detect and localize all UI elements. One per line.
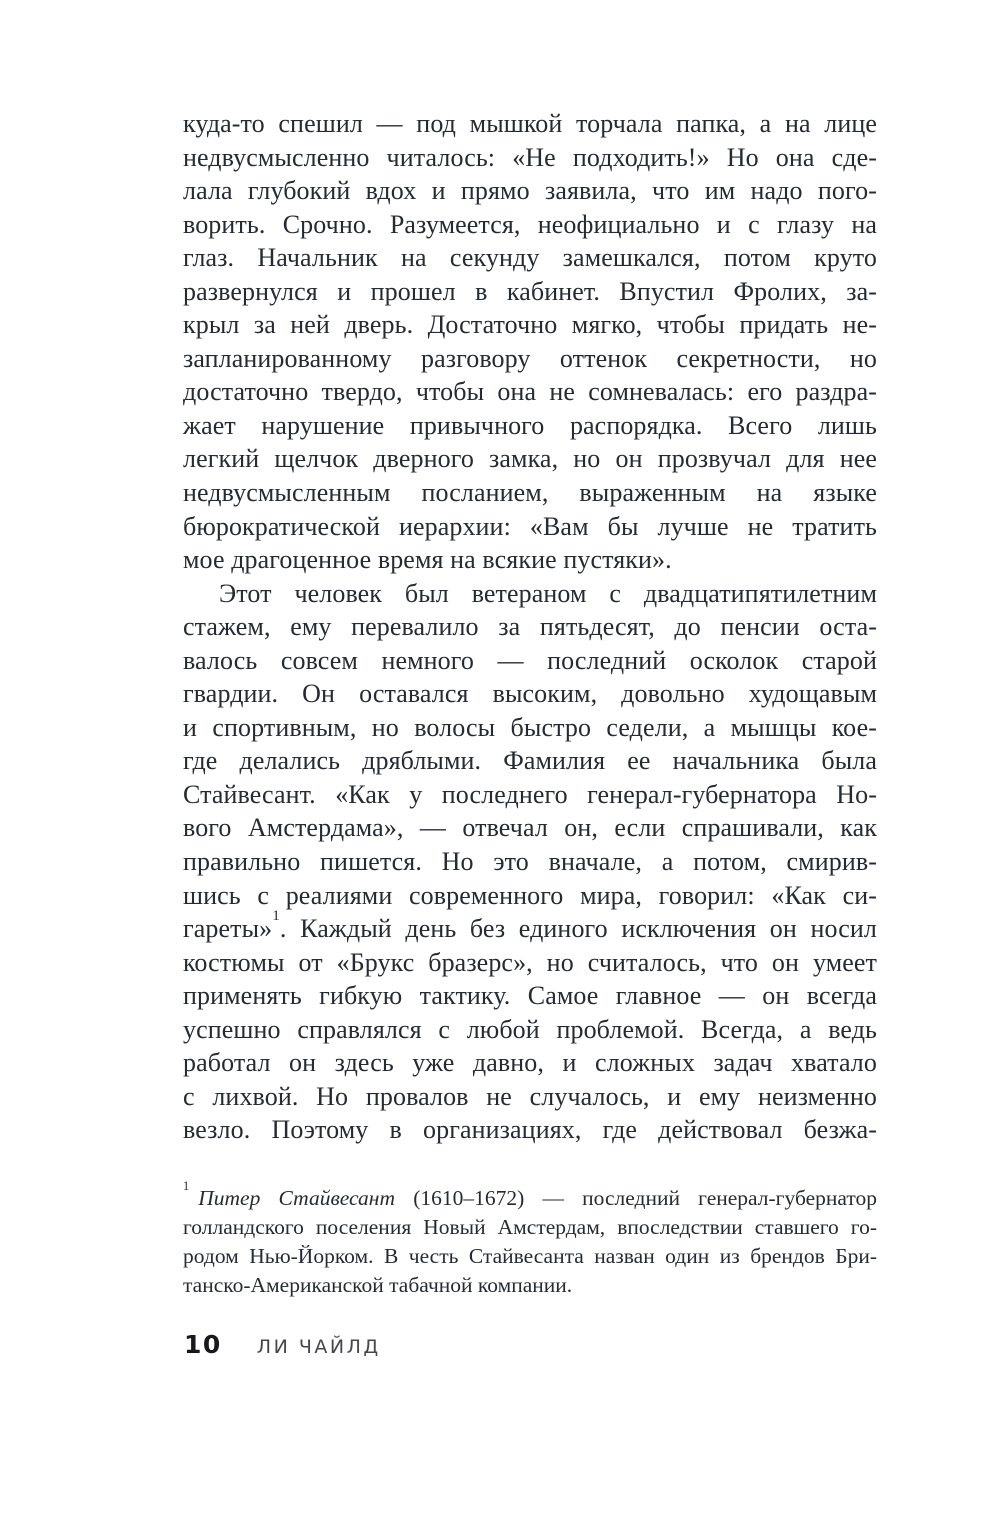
text-line: шись с реалиями современного мира, говорил: «Как си- [183,880,877,910]
text-line: вого Амстердама», — отвечал он, если спрашивали, как [183,813,877,843]
text-line: Этот человек был ветераном с двадцатипятилетним [219,578,877,608]
text-line: мое драгоценное время на всякие пустяки». [183,545,672,575]
paragraph [183,107,877,577]
text-line: достаточно твердо, чтобы она не сомневалась: его раздра- [183,377,877,407]
text-line: везло. Поэтому в организациях, где действовал безжа- [183,1115,877,1145]
text-line: ворить. Срочно. Разумеется, неофициально и с глазу на [183,209,877,239]
text-line: крыл за ней дверь. Достаточно мягко, чтобы придать не- [183,310,877,340]
text-line: родом Нью-Йорком. В честь Стайвесанта назван один из брендов Бри- [183,1243,877,1268]
text-line: жает нарушение привычного распорядка. Всего лишь [183,410,877,440]
body-text [183,107,877,1147]
text-line: стажем, ему перевалило за пятьдесят, до пенсии оста- [183,612,877,642]
paragraph [183,577,877,1147]
text-line: $^1$ Питер Стайвесант (1610–1672) — последний генерал-губернатор [183,1179,877,1210]
running-title: ЛИ ЧАЙЛД [256,1336,381,1358]
text-line: глаз. Начальник на секунду замешкался, потом круто [183,243,877,273]
text-line: недвусмысленным посланием, выраженным на языке [183,478,877,508]
text-line: костюмы от «Брукс бразерс», но считалось, что он умеет [183,947,877,977]
footnote-ref: 1 [272,907,280,924]
text-line: бюрократической иерархии: «Вам бы лучше не тратить [183,511,877,541]
italic-text: Питер Стайвесант [198,1185,395,1210]
text-line: недвусмысленно читалось: «Не подходить!» Но она сде- [183,142,877,172]
text-line: куда-то спешил — под мышкой торчала папка, а на лице [183,109,877,138]
text-line: лала глубокий вдох и прямо заявила, что им надо пого- [183,176,877,206]
text-line: Стайвесант. «Как у последнего генерал-губернатора Но- [183,779,877,809]
text-line: с лихвой. Но провалов не случалось, и ему неизменно [183,1081,877,1111]
text-line: правильно пишется. Но это вначале, а потом, смирив- [183,847,877,877]
page-number: 10 [184,1330,222,1359]
text-line: легкий щелчок дверного замка, но он прозвучал для нее [183,444,877,474]
text-line: где делались дряблыми. Фамилия ее начальника была [183,746,877,776]
text-line: и спортивным, но волосы быстро седели, а мышцы кое- [183,712,877,742]
page-footer [184,1330,381,1359]
footnote [183,1179,877,1300]
text-line: успешно справлялся с любой проблемой. Всегда, а ведь [183,1014,877,1044]
text-line: запланированному разговору оттенок секретности, но [183,343,877,373]
text-line: танско-Американской табачной компании. [183,1272,573,1297]
text-line: валось совсем немного — последний осколок старой [183,645,877,675]
text-line: гвардии. Он оставался высоким, довольно худощавым [183,679,877,709]
text-line: развернулся и прошел в кабинет. Впустил Фролих, за- [183,276,877,306]
text-line: работал он здесь уже давно, и сложных задач хватало [183,1048,877,1078]
text-line: голландского поселения Новый Амстердам, впоследствии ставшего го- [183,1214,877,1239]
text-line: применять гибкую тактику. Самое главное — он всегда [183,981,877,1011]
footnote-ref: 1 [183,1179,190,1194]
text-line: гареты»$^1$. Каждый день без единого исключения он носил [183,907,877,944]
text-block [183,107,877,1300]
